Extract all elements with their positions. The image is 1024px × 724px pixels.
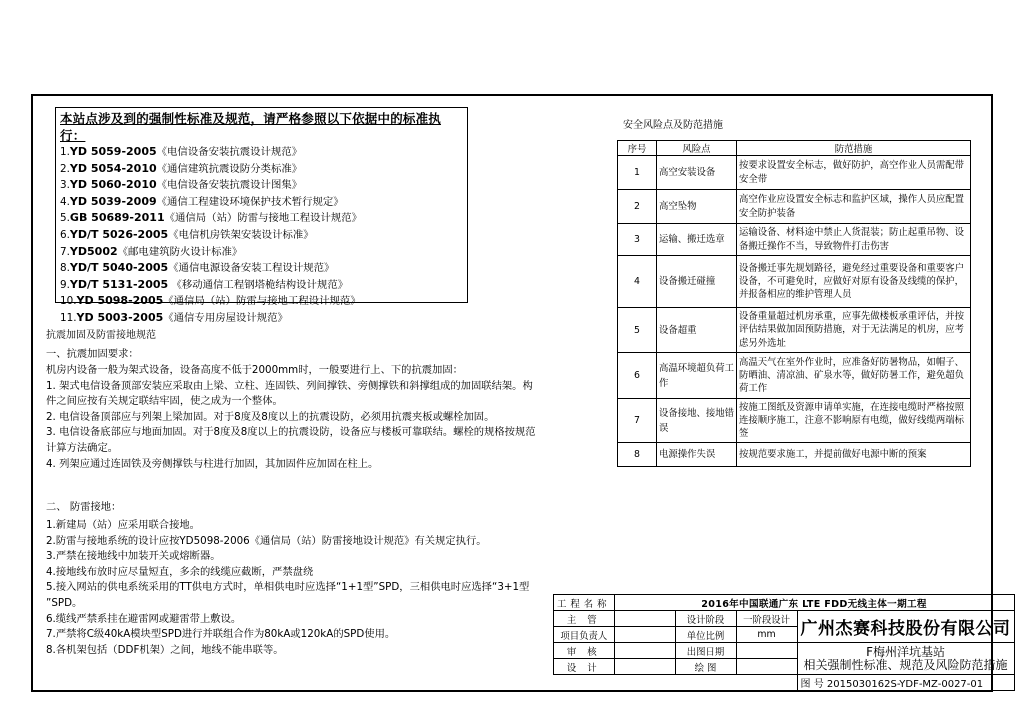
standard-number: 3. bbox=[60, 179, 70, 192]
standard-item bbox=[60, 227, 463, 244]
risk-no: 1 bbox=[618, 156, 657, 190]
risk-header-no: 序号 bbox=[618, 141, 657, 156]
seismic-line: 4. 列架应通过连固铁及旁侧撑铁与柱进行加固，其加固件应加固在柱上。 bbox=[46, 457, 379, 470]
risk-point: 高空坠物 bbox=[657, 190, 737, 224]
seismic-text bbox=[46, 363, 536, 472]
tb-design-value bbox=[614, 659, 675, 675]
tb-director-value bbox=[614, 611, 675, 627]
standard-code: YD 5039-2009 bbox=[69, 194, 157, 208]
risk-no: 6 bbox=[618, 353, 657, 399]
lightning-line: 5.接入网站的供电系统采用的TT供电方式时，单相供电时应选择“1+1型”SPD，三相供电时应选择“3+1型 bbox=[46, 581, 530, 594]
risk-row bbox=[618, 308, 971, 353]
standard-number: 8. bbox=[60, 262, 70, 275]
risk-measure: 设备重量超过机房承重，应事先做楼板承重评估，并按评估结果做加固预防措施，对于无法满足的机房，应考虑另外选址 bbox=[737, 308, 971, 353]
standard-number: 9. bbox=[60, 278, 70, 291]
standard-name: 《电信设备安装抗震设计图集》 bbox=[156, 179, 303, 192]
standard-number: 5. bbox=[60, 212, 70, 225]
risk-no: 4 bbox=[618, 256, 657, 308]
tb-lead-label: 项目负责人 bbox=[554, 627, 615, 643]
standard-code: YD/T 5026-2005 bbox=[69, 227, 169, 241]
standard-number: 7. bbox=[60, 245, 70, 258]
risk-no: 3 bbox=[618, 224, 657, 256]
standard-code: YD 5003-2005 bbox=[76, 310, 164, 324]
risk-no: 8 bbox=[618, 443, 657, 467]
standard-number: 2. bbox=[60, 162, 70, 175]
tb-site-name: F梅州洋坑基站 bbox=[866, 644, 945, 659]
standard-item bbox=[60, 194, 463, 211]
tb-draw-value bbox=[736, 659, 797, 675]
lightning-line: 1.新建局（站）应采用联合接地。 bbox=[46, 519, 200, 531]
seismic-line: 1. 架式电信设备顶部安装应采取由上梁、立柱、连固铁、列间撑铁、旁侧撑铁和斜撑组成的加固联结架。构 bbox=[46, 379, 533, 392]
tb-lead-value bbox=[614, 627, 675, 643]
seismic-line: 2. 电信设备顶部应与列架上梁加固。对于8度及8度以上的抗震设防，必须用抗震夹板或螺栓加固。 bbox=[46, 410, 495, 423]
risk-row bbox=[618, 353, 971, 399]
tb-draw-label: 绘 图 bbox=[675, 659, 736, 675]
risk-point: 运输、搬迁选章 bbox=[657, 224, 737, 256]
tb-director-label: 主 管 bbox=[554, 611, 615, 627]
risk-measure: 按规范要求施工，并提前做好电源中断的预案 bbox=[737, 443, 971, 467]
risk-row bbox=[618, 399, 971, 443]
risk-measure: 高温天气在室外作业时，应准备好防暑物品，如帽子、防晒油、清凉油、矿泉水等，做好防暑工作，避免超负荷工作 bbox=[737, 353, 971, 399]
risk-no: 7 bbox=[618, 399, 657, 443]
standard-item bbox=[60, 310, 463, 327]
standard-name: 《通信建筑抗震设防分类标准》 bbox=[156, 162, 303, 175]
standard-item bbox=[60, 161, 463, 178]
lightning-line: ”SPD。 bbox=[46, 596, 83, 609]
risk-row bbox=[618, 224, 971, 256]
risk-header-row bbox=[618, 141, 971, 156]
standard-name: 《通信专用房屋设计规范》 bbox=[163, 311, 288, 324]
tb-design-label: 设 计 bbox=[554, 659, 615, 675]
tb-sheet-title-cell bbox=[797, 643, 1014, 675]
standard-name: 《邮电建筑防火设计标准》 bbox=[117, 245, 243, 258]
standard-name: 《电信机房铁架安装设计标准》 bbox=[168, 228, 314, 241]
standard-number: 11. bbox=[60, 311, 77, 324]
standards-list bbox=[60, 144, 463, 327]
risk-point: 设备接地、接地错误 bbox=[657, 399, 737, 443]
risk-row bbox=[618, 190, 971, 224]
standard-item bbox=[60, 277, 463, 294]
risk-measure: 运输设备、材料途中禁止人货混装；防止起重吊物、设备搬迁操作不当，导致物件打击伤害 bbox=[737, 224, 971, 256]
standard-item bbox=[60, 210, 463, 227]
standard-code: YD 5098-2005 bbox=[76, 294, 164, 308]
risk-point: 高空安装设备 bbox=[657, 156, 737, 190]
standard-code: YD 5054-2010 bbox=[69, 161, 157, 175]
tb-drawing-number: 图 号 2015030162S-YDF-MZ-0027-01 bbox=[797, 675, 1014, 691]
seismic-subheading: 一、抗震加固要求： bbox=[46, 348, 139, 360]
lightning-line: 3.严禁在接地线中加装开关或熔断器。 bbox=[46, 550, 221, 563]
tb-stage-label: 设计阶段 bbox=[675, 611, 736, 627]
tb-scale-value: mm bbox=[736, 627, 797, 643]
risk-measure: 按施工图纸及资源申请单实施，在连接电缆时严格按照连接顺序施工，注意不影响原有电缆，做好线缆两端标签 bbox=[737, 399, 971, 443]
standard-code: YD/T 5040-2005 bbox=[69, 261, 169, 275]
standard-code: YD 5060-2010 bbox=[69, 178, 157, 192]
standard-number: 6. bbox=[60, 228, 70, 241]
risk-point: 设备搬迁碰撞 bbox=[657, 256, 737, 308]
standard-number: 4. bbox=[60, 195, 70, 208]
standard-name: 《电信设备安装抗震设计规范》 bbox=[156, 146, 303, 158]
risk-caption: 安全风险点及防范措施 bbox=[623, 120, 723, 131]
standard-number: 10. bbox=[60, 295, 77, 308]
risk-table bbox=[617, 140, 971, 467]
risk-row bbox=[618, 443, 971, 467]
risk-header-measure: 防范措施 bbox=[737, 141, 971, 156]
risk-no: 2 bbox=[618, 190, 657, 224]
standard-code: YD/T 5131-2005 bbox=[69, 277, 169, 291]
lightning-line: 7.严禁将C级40kA模块型SPD进行并联组合作为80kA或120kA的SPD使用。 bbox=[46, 628, 396, 641]
seismic-heading: 抗震加固及防雷接地规范 bbox=[46, 330, 156, 341]
tb-company: 广州杰赛科技股份有限公司 bbox=[797, 611, 1014, 643]
tb-review-value bbox=[614, 643, 675, 659]
risk-row bbox=[618, 156, 971, 190]
standards-title: 本站点涉及到的强制性标准及规范，请严格参照以下依据中的标准执行： bbox=[60, 111, 442, 143]
tb-project-label: 工程名称 bbox=[554, 595, 615, 611]
lightning-subheading: 二、 防雷接地： bbox=[46, 501, 122, 513]
lightning-line: 2.防雷与接地系统的设计应按YD5098-2006《通信局（站）防雷接地设计规范》有关规定执行。 bbox=[46, 534, 487, 547]
title-block bbox=[553, 594, 1015, 691]
seismic-line: 计算方法确定。 bbox=[46, 441, 119, 454]
tb-date-value bbox=[736, 643, 797, 659]
risk-header-point: 风险点 bbox=[657, 141, 737, 156]
lightning-line: 4.接地线布放时应尽量短直，多余的线缆应截断，严禁盘绕 bbox=[46, 565, 314, 578]
seismic-line: 机房内设备一般为架式设备，设备高度不低于2000mm时，一般要进行上、下的抗震加固： bbox=[46, 364, 463, 376]
risk-measure: 高空作业应设置安全标志和监护区域，操作人员应配置安全防护装备 bbox=[737, 190, 971, 224]
risk-point: 高温环境超负荷工作 bbox=[657, 353, 737, 399]
risk-row bbox=[618, 256, 971, 308]
standard-name: 《移动通信工程钢塔桅结构设计规范》 bbox=[168, 278, 349, 291]
tb-scale-label: 单位比例 bbox=[675, 627, 736, 643]
tb-sheet-title: 相关强制性标准、规范及风险防范措施 bbox=[803, 657, 1008, 672]
risk-point: 设备超重 bbox=[657, 308, 737, 353]
standard-item bbox=[60, 260, 463, 277]
tb-date-label: 出图日期 bbox=[675, 643, 736, 659]
tb-review-label: 审 核 bbox=[554, 643, 615, 659]
lightning-text bbox=[46, 518, 529, 658]
seismic-line: 3. 电信设备底部应与地面加固。对于8度及8度以上的抗震设防，设备应与楼板可靠联结。螺栓的规格按规范 bbox=[46, 426, 536, 439]
standard-code: YD5002 bbox=[69, 244, 118, 258]
tb-project-name: 2016年中国联通广东 LTE FDD无线主体一期工程 bbox=[614, 595, 1014, 611]
standard-item bbox=[60, 244, 463, 261]
tb-stage-value: 一阶段设计 bbox=[736, 611, 797, 627]
risk-measure: 按要求设置安全标志，做好防护，高空作业人员需配带安全带 bbox=[737, 156, 971, 190]
standard-code: GB 50689-2011 bbox=[69, 211, 165, 225]
standard-name: 《通信电源设备安装工程设计规范》 bbox=[168, 262, 335, 275]
lightning-line: 8.各机架包括（DDF机架）之间，地线不能串联等。 bbox=[46, 643, 284, 656]
lightning-line: 6.缆线严禁系挂在避雷网或避雷带上敷设。 bbox=[46, 612, 242, 625]
standards-box bbox=[55, 107, 468, 324]
standard-number: 1. bbox=[60, 146, 70, 158]
standard-item bbox=[60, 293, 463, 310]
risk-point: 电源操作失误 bbox=[657, 443, 737, 467]
standard-name: 《通信局（站）防雷与接地工程设计规范》 bbox=[163, 295, 361, 308]
risk-no: 5 bbox=[618, 308, 657, 353]
standard-item bbox=[60, 144, 463, 161]
standard-name: 《通信局（站）防雷与接地工程设计规范》 bbox=[164, 212, 363, 225]
risk-measure: 设备搬迁事先规划路径，避免经过重要设备和重要客户设备，不可避免时，应做好对原有设备及线缆的保护，并报备相应的维护管理人员 bbox=[737, 256, 971, 308]
standard-code: YD 5059-2005 bbox=[69, 145, 157, 158]
seismic-line: 件之间应按有关规定联结牢固，使之成为一个整体。 bbox=[46, 395, 283, 408]
standard-name: 《通信工程建设环境保护技术暂行规定》 bbox=[156, 195, 344, 208]
standard-item bbox=[60, 177, 463, 194]
